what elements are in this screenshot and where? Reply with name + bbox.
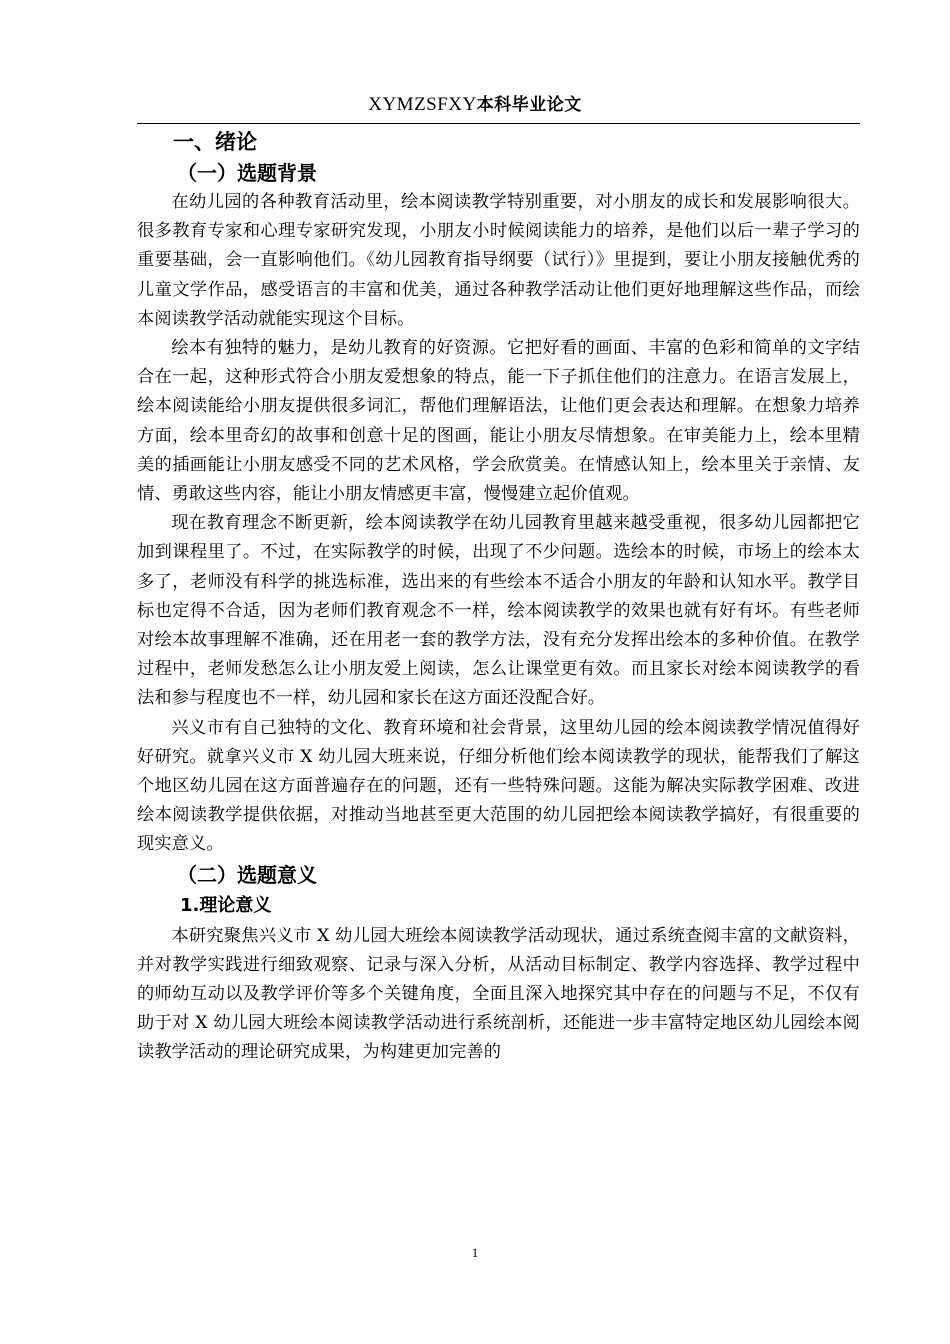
page-number: 1 xyxy=(471,1245,479,1260)
header-code: XYMZSFXY xyxy=(368,94,477,115)
body-paragraph: 兴义市有自己独特的文化、教育环境和社会背景，这里幼儿园的绘本阅读教学情况值得好好研究。就拿兴义市 X 幼儿园大班来说，仔细分析他们绘本阅读教学的现状，能帮我们了解这个地区幼儿园在这方面普遍存在的问题，还有一些特殊问题。这能为解决实际教学困难、改进绘本阅读教学提供依据，对推动当地甚至更大范围的幼儿园把绘本阅读教学搞好，有很重要的现实意义。 xyxy=(137,717,860,855)
chapter-title: 一、绪论 xyxy=(173,130,257,154)
page-content xyxy=(137,126,860,1068)
header-rule xyxy=(137,123,860,124)
body-paragraph: 绘本有独特的魅力，是幼儿教育的好资源。它把好看的画面、丰富的色彩和简单的文字结合在一起，这种形式符合小朋友爱想象的特点，能一下子抓住他们的注意力。在语言发展上，绘本阅读能给小朋友提供很多词汇，帮他们理解语法，让他们更会表达和理解。在想象力培养方面，绘本里奇幻的故事和创意十足的图画，能让小朋友尽情想象。在审美能力上，绘本里精美的插画能让小朋友感受不同的艺术风格，学会欣赏美。在情感认知上，绘本里关于亲情、友情、勇敢这些内容，能让小朋友情感更丰富，慢慢建立起价值观。 xyxy=(137,338,860,505)
section-title-significance: （二）选题意义 xyxy=(177,862,317,887)
body-paragraph: 现在教育理念不断更新，绘本阅读教学在幼儿园教育里越来越受重视，很多幼儿园都把它加到课程里了。不过，在实际教学的时候，出现了不少问题。选绘本的时候，市场上的绘本太多了，老师没有科学的挑选标准，选出来的有些绘本不适合小朋友的年龄和认知水平。教学目标也定得不合适，因为老师们教育观念不一样，绘本阅读教学的效果也就有好有坏。有些老师对绘本故事理解不准确，还在用老一套的教学方法，没有充分发挥出绘本的多种价值。在教学过程中，老师发愁怎么让小朋友爱上阅读，怎么让课堂更有效。而且家长对绘本阅读教学的看法和参与程度也不一样，幼儿园和家长在这方面还没配合好。 xyxy=(137,513,860,709)
subsection-title-theory: 1.理论意义 xyxy=(180,894,272,916)
section-title-background: （一）选题背景 xyxy=(177,161,317,185)
running-header xyxy=(0,92,950,117)
body-paragraph: 在幼儿园的各种教育活动里，绘本阅读教学特别重要，对小朋友的成长和发展影响很大。很多教育专家和心理专家研究发现，小朋友小时候阅读能力的培养，是他们以后一辈子学习的重要基础，会一直影响他们。《幼儿园教育指导纲要（试行）》里提到，要让小朋友接触优秀的儿童文学作品，感受语言的丰富和优美，通过各种教学活动让他们更好地理解这些作品，而绘本阅读教学活动就能实现这个目标。 xyxy=(137,192,860,329)
header-label: 本科毕业论文 xyxy=(476,95,582,115)
body-paragraph: 本研究聚焦兴义市 X 幼儿园大班绘本阅读教学活动现状，通过系统查阅丰富的文献资料，并对教学实践进行细致观察、记录与深入分析，从活动目标制定、教学内容选择、教学过程中的师幼互动以及教学评价等多个关键角度，全面且深入地探究其中存在的问题与不足，不仅有助于对 X 幼儿园大班绘本阅读教学活动进行系统剖析，还能进一步丰富特定地区幼儿园绘本阅读教学活动的理论研究成果，为构建更加完善的 xyxy=(137,925,860,1063)
